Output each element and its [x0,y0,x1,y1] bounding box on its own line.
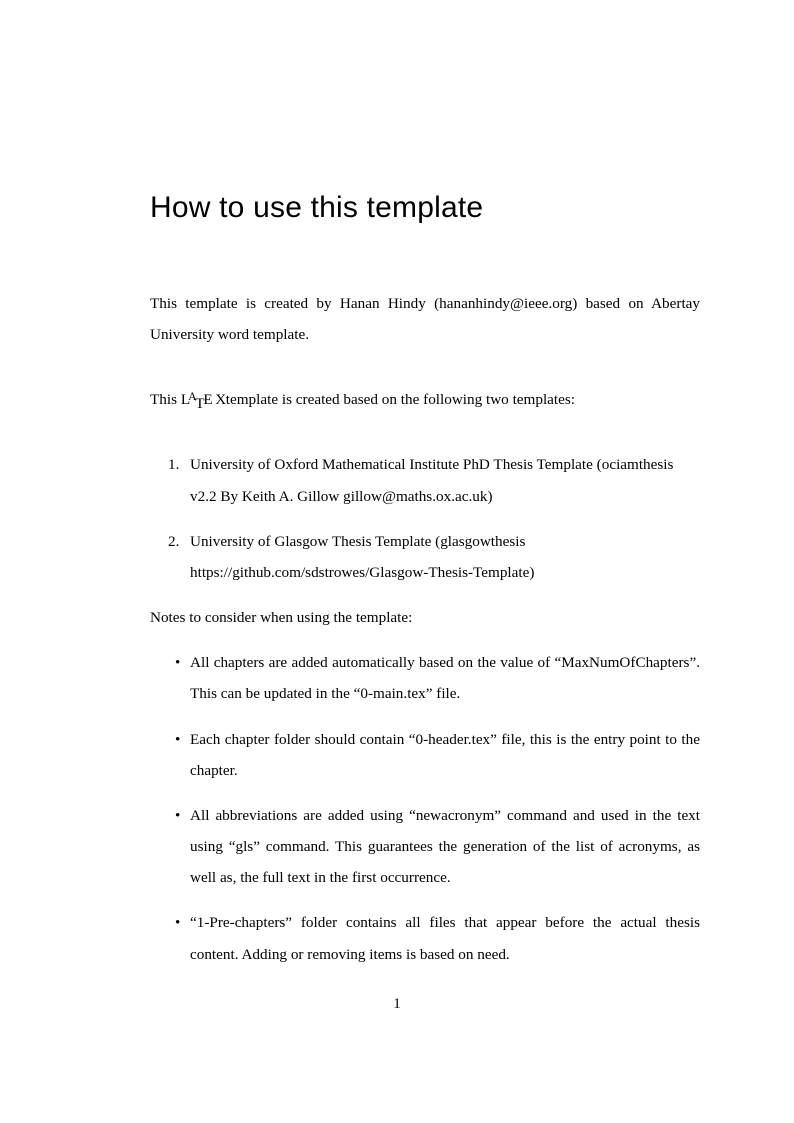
template-basis-suffix: template is created based on the following two templates: [225,391,575,409]
template-basis-paragraph [150,384,700,415]
notes-bullet-list [150,647,700,969]
list-item: • Each chapter folder should contain “0-header.tex” file, this is the entry point to the chapter. [150,724,700,786]
list-item: • All chapters are added automatically based on the value of “MaxNumOfChapters”. This can be updated in the “0-main.tex” file. [150,647,700,709]
source-templates-list [150,449,700,588]
page-title: How to use this template [150,191,484,224]
page-content [150,190,700,984]
list-item: University of Oxford Mathematical Institute PhD Thesis Template (ociamthesis v2.2 By Keith A. Gillow gillow@maths.ox.ac.uk) [190,456,674,505]
latex-logo: $L^ATE$ X [180,391,226,412]
list-item: • All abbreviations are added using “newacronym” command and used in the text using “gls” command. This guarantees the generation of the list of acronyms, as well as, the full text in the first occurrence. [150,800,700,893]
intro-paragraph: This template is created by Hanan Hindy (hananhindy@ieee.org) based on Abertay University word template. [150,295,700,344]
list-item: University of Glasgow Thesis Template (glasgowthesis https://github.com/sdstrowes/Glasgow-Thesis-Template) [190,532,535,581]
template-basis-prefix: This [150,391,181,409]
notes-intro-paragraph: Notes to consider when using the template: [150,609,413,627]
list-item: • “1-Pre-chapters” folder contains all files that appear before the actual thesis content. Adding or removing items is based on need. [150,907,700,969]
page-number: 1 [393,996,401,1012]
